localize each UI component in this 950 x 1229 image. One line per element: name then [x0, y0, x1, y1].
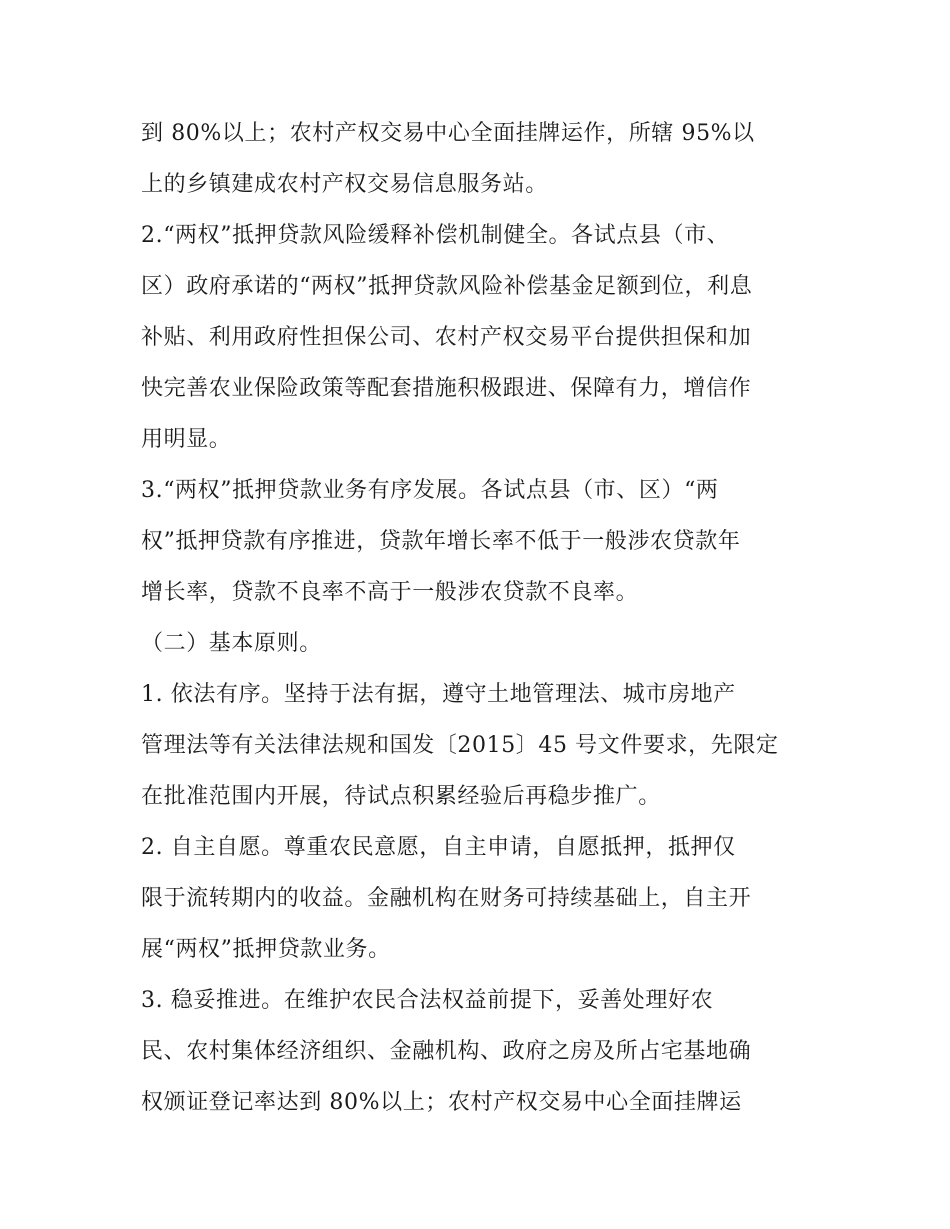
text-line: 3. 稳妥推进。在维护农民合法权益前提下，妥善处理好农: [141, 988, 714, 1013]
text-line: 限于流转期内的收益。金融机构在财务可持续基础上，自主开: [141, 886, 752, 911]
text-line: 展“两权”抵押贷款业务。: [141, 937, 391, 962]
text-line: 1. 依法有序。坚持于法有据，遵守土地管理法、城市房地产: [141, 682, 736, 707]
text-line: 用明显。: [141, 427, 232, 452]
text-line: 快完善农业保险政策等配套措施积极跟进、保障有力，增信作: [141, 376, 752, 401]
text-line: 到 80%以上；农村产权交易中心全面挂牌运作，所辖 95%以: [141, 121, 755, 146]
text-line: 2. 自主自愿。尊重农民意愿，自主申请，自愿抵押，抵押仅: [141, 835, 736, 860]
text-line: 补贴、利用政府性担保公司、农村产权交易平台提供担保和加: [141, 325, 752, 350]
body-text: [141, 108, 831, 1128]
section-heading: （二）基本原则。: [141, 631, 322, 656]
text-line: 在批准范围内开展，待试点积累经验后再稳步推广。: [141, 784, 661, 809]
text-line: 民、农村集体经济组织、金融机构、政府之房及所占宅基地确: [141, 1039, 752, 1064]
text-line: 权颁证登记率达到 80%以上；农村产权交易中心全面挂牌运: [141, 1090, 742, 1115]
text-line: 权”抵押贷款有序推进，贷款年增长率不低于一般涉农贷款年: [141, 529, 741, 554]
text-line: 区）政府承诺的“两权”抵押贷款风险补偿基金足额到位，利息: [141, 274, 753, 299]
text-line: 2.“两权”抵押贷款风险缓释补偿机制健全。各试点县（市、: [141, 223, 730, 248]
text-line: 增长率，贷款不良率不高于一般涉农贷款不良率。: [141, 580, 639, 605]
text-line: 3.“两权”抵押贷款业务有序发展。各试点县（市、区）“两: [141, 478, 719, 503]
text-line: 管理法等有关法律法规和国发〔2015〕45 号文件要求，先限定: [141, 733, 779, 758]
text-line: 上的乡镇建成农村产权交易信息服务站。: [141, 172, 548, 197]
